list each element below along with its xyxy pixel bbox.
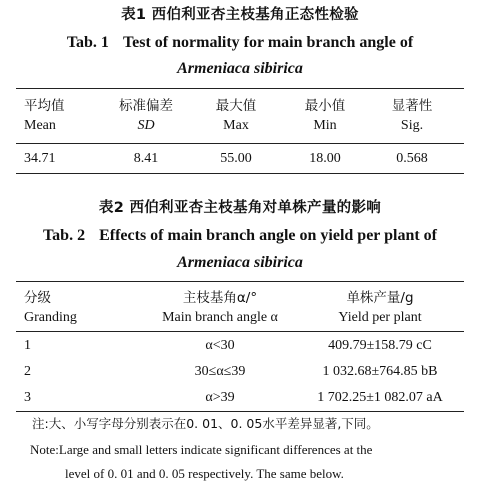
table2-top-rule <box>16 281 464 282</box>
table1-cell-sd: 8.41 <box>133 151 159 166</box>
table2-title-en-text: Effects of main branch angle on yield per plant of <box>99 227 438 244</box>
table1-header-cn-sig: 显著性 <box>391 98 433 114</box>
table1-tab-label: Tab. 1 <box>66 34 109 51</box>
table1-title-species: Armeniaca sibirica <box>177 60 303 77</box>
table1-cell-max: 55.00 <box>220 151 252 166</box>
table1-title-en-text: Test of normality for main branch angle of <box>122 34 414 51</box>
table1-header-cn-max: 最大值 <box>215 98 257 114</box>
table1-mid-rule <box>16 143 464 144</box>
table2-row1-angle: α<30 <box>205 338 235 353</box>
table2-header-en-grade: Granding <box>24 310 77 325</box>
note-cn: 注:大、小写字母分别表示在0. 01、0. 05水平差异显著,下同。 <box>32 416 379 431</box>
table2-row3-angle: α>39 <box>205 390 235 405</box>
table2-header-cn-yield: 单株产量/g <box>346 290 414 306</box>
table1-header-cn-min: 最小值 <box>304 98 346 114</box>
table1-cell-mean: 34.71 <box>24 151 56 166</box>
table1-bottom-rule <box>16 173 464 174</box>
table1-header-en-min: Min <box>313 118 337 133</box>
table2-row3-grade: 3 <box>24 390 31 405</box>
table1-cell-sig: 0.568 <box>396 151 428 166</box>
table2-header-cn-grade: 分级 <box>24 290 51 306</box>
table2-title-cn: 表2 西伯利亚杏主枝基角对单株产量的影响 <box>98 200 382 216</box>
note-en-line1: Note:Large and small letters indicate significant differences at the <box>30 442 373 457</box>
table1-top-rule <box>16 88 464 89</box>
table2-header-cn-angle: 主枝基角α/° <box>182 290 258 306</box>
table2-title-en <box>0 226 480 246</box>
table1-header-en-mean: Mean <box>24 118 56 133</box>
table2-bottom-rule <box>16 411 464 412</box>
table2-header-en-yield: Yield per plant <box>338 310 422 325</box>
table2-mid-rule <box>16 331 464 332</box>
table2-tab-label: Tab. 2 <box>42 227 86 244</box>
table2-row2-grade: 2 <box>24 364 31 379</box>
table2-header-en-angle: Main branch angle α <box>162 310 278 325</box>
table1-cell-min: 18.00 <box>309 151 341 166</box>
table1-title-en <box>0 33 480 53</box>
table1-header-en-sd: SD <box>137 118 155 133</box>
table2-row2-yield: 1 032.68±764.85 bB <box>322 364 438 379</box>
table1-header-en-sig: Sig. <box>400 118 424 133</box>
table2-row3-yield: 1 702.25±1 082.07 aA <box>317 390 443 405</box>
table2-row1-yield: 409.79±158.79 cC <box>328 338 432 353</box>
table1-header-cn-mean: 平均值 <box>24 98 65 114</box>
table1-title-cn: 表1 西伯利亚杏主枝基角正态性检验 <box>121 7 359 23</box>
table2-title-species: Armeniaca sibirica <box>177 254 303 271</box>
table1-header-cn-sd: 标准偏差 <box>119 98 173 114</box>
note-en-line2: level of 0. 01 and 0. 05 respectively. The same below. <box>65 466 344 481</box>
table2-row2-angle: 30≤α≤39 <box>194 364 246 379</box>
table2-row1-grade: 1 <box>24 338 31 353</box>
table1-header-en-max: Max <box>223 118 249 133</box>
